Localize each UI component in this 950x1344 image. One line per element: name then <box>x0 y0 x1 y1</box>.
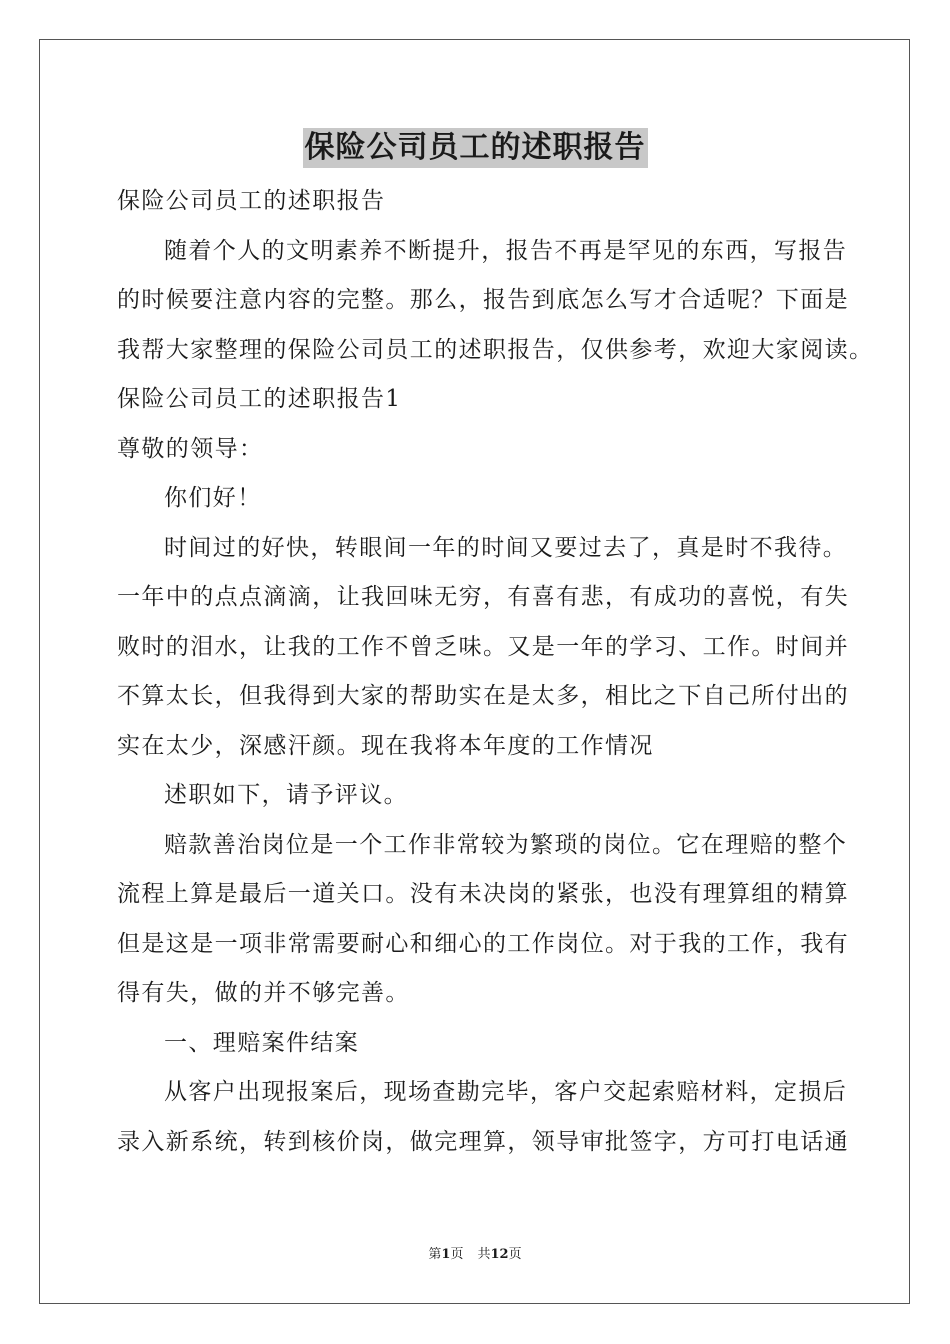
total-suffix: 页 <box>508 1247 522 1262</box>
body-line: 尊敬的领导： <box>117 435 264 462</box>
body-line: 时间过的好快，转眼间一年的时间又要过去了，真是时不我待。 <box>164 534 848 561</box>
body-line: 赔款善治岗位是一个工作非常较为繁琐的岗位。它在理赔的整个 <box>164 831 848 858</box>
document-body <box>117 177 874 1167</box>
body-line: 不算太长，但我得到大家的帮助实在是太多，相比之下自己所付出的 <box>117 683 849 709</box>
body-line: 你们好！ <box>164 485 262 511</box>
body-line: 保险公司员工的述职报告1 <box>117 386 402 412</box>
page-footer <box>0 1245 950 1265</box>
body-line: 实在太少，深感汗颜。现在我将本年度的工作情况 <box>117 732 654 759</box>
body-line: 流程上算是最后一道关口。没有未决岗的紧张，也没有理算组的精算 <box>117 881 849 907</box>
total-prefix: 共 <box>477 1247 491 1262</box>
page-prefix: 第 <box>428 1247 442 1262</box>
body-line: 的时候要注意内容的完整。那么，报告到底怎么写才合适呢？下面是 <box>117 287 849 313</box>
title-container <box>0 128 950 168</box>
body-line: 败时的泪水，让我的工作不曾乏味。又是一年的学习、工作。时间并 <box>117 633 849 660</box>
body-line: 录入新系统，转到核价岗，做完理算，领导审批签字，方可打电话通 <box>117 1128 849 1155</box>
body-line: 我帮大家整理的保险公司员工的述职报告，仅供参考，欢迎大家阅读。 <box>117 336 874 363</box>
body-line: 随着个人的文明素养不断提升，报告不再是罕见的东西，写报告 <box>164 237 848 264</box>
body-line: 保险公司员工的述职报告 <box>117 188 386 214</box>
page-current: 1 <box>441 1247 451 1262</box>
body-line: 述职如下，请予评议。 <box>164 782 408 808</box>
document-title: 保险公司员工的述职报告 <box>303 128 648 168</box>
body-line: 但是这是一项非常需要耐心和细心的工作岗位。对于我的工作，我有 <box>117 930 849 957</box>
body-line: 从客户出现报案后，现场查勘完毕，客户交起索赔材料，定损后 <box>164 1079 848 1105</box>
body-line: 得有失，做的并不够完善。 <box>117 980 410 1006</box>
page-total: 12 <box>490 1247 509 1262</box>
body-line: 一年中的点点滴滴，让我回味无穷，有喜有悲，有成功的喜悦，有失 <box>117 584 849 610</box>
body-line: 一、理赔案件结案 <box>164 1029 360 1056</box>
page-suffix: 页 <box>450 1247 464 1262</box>
